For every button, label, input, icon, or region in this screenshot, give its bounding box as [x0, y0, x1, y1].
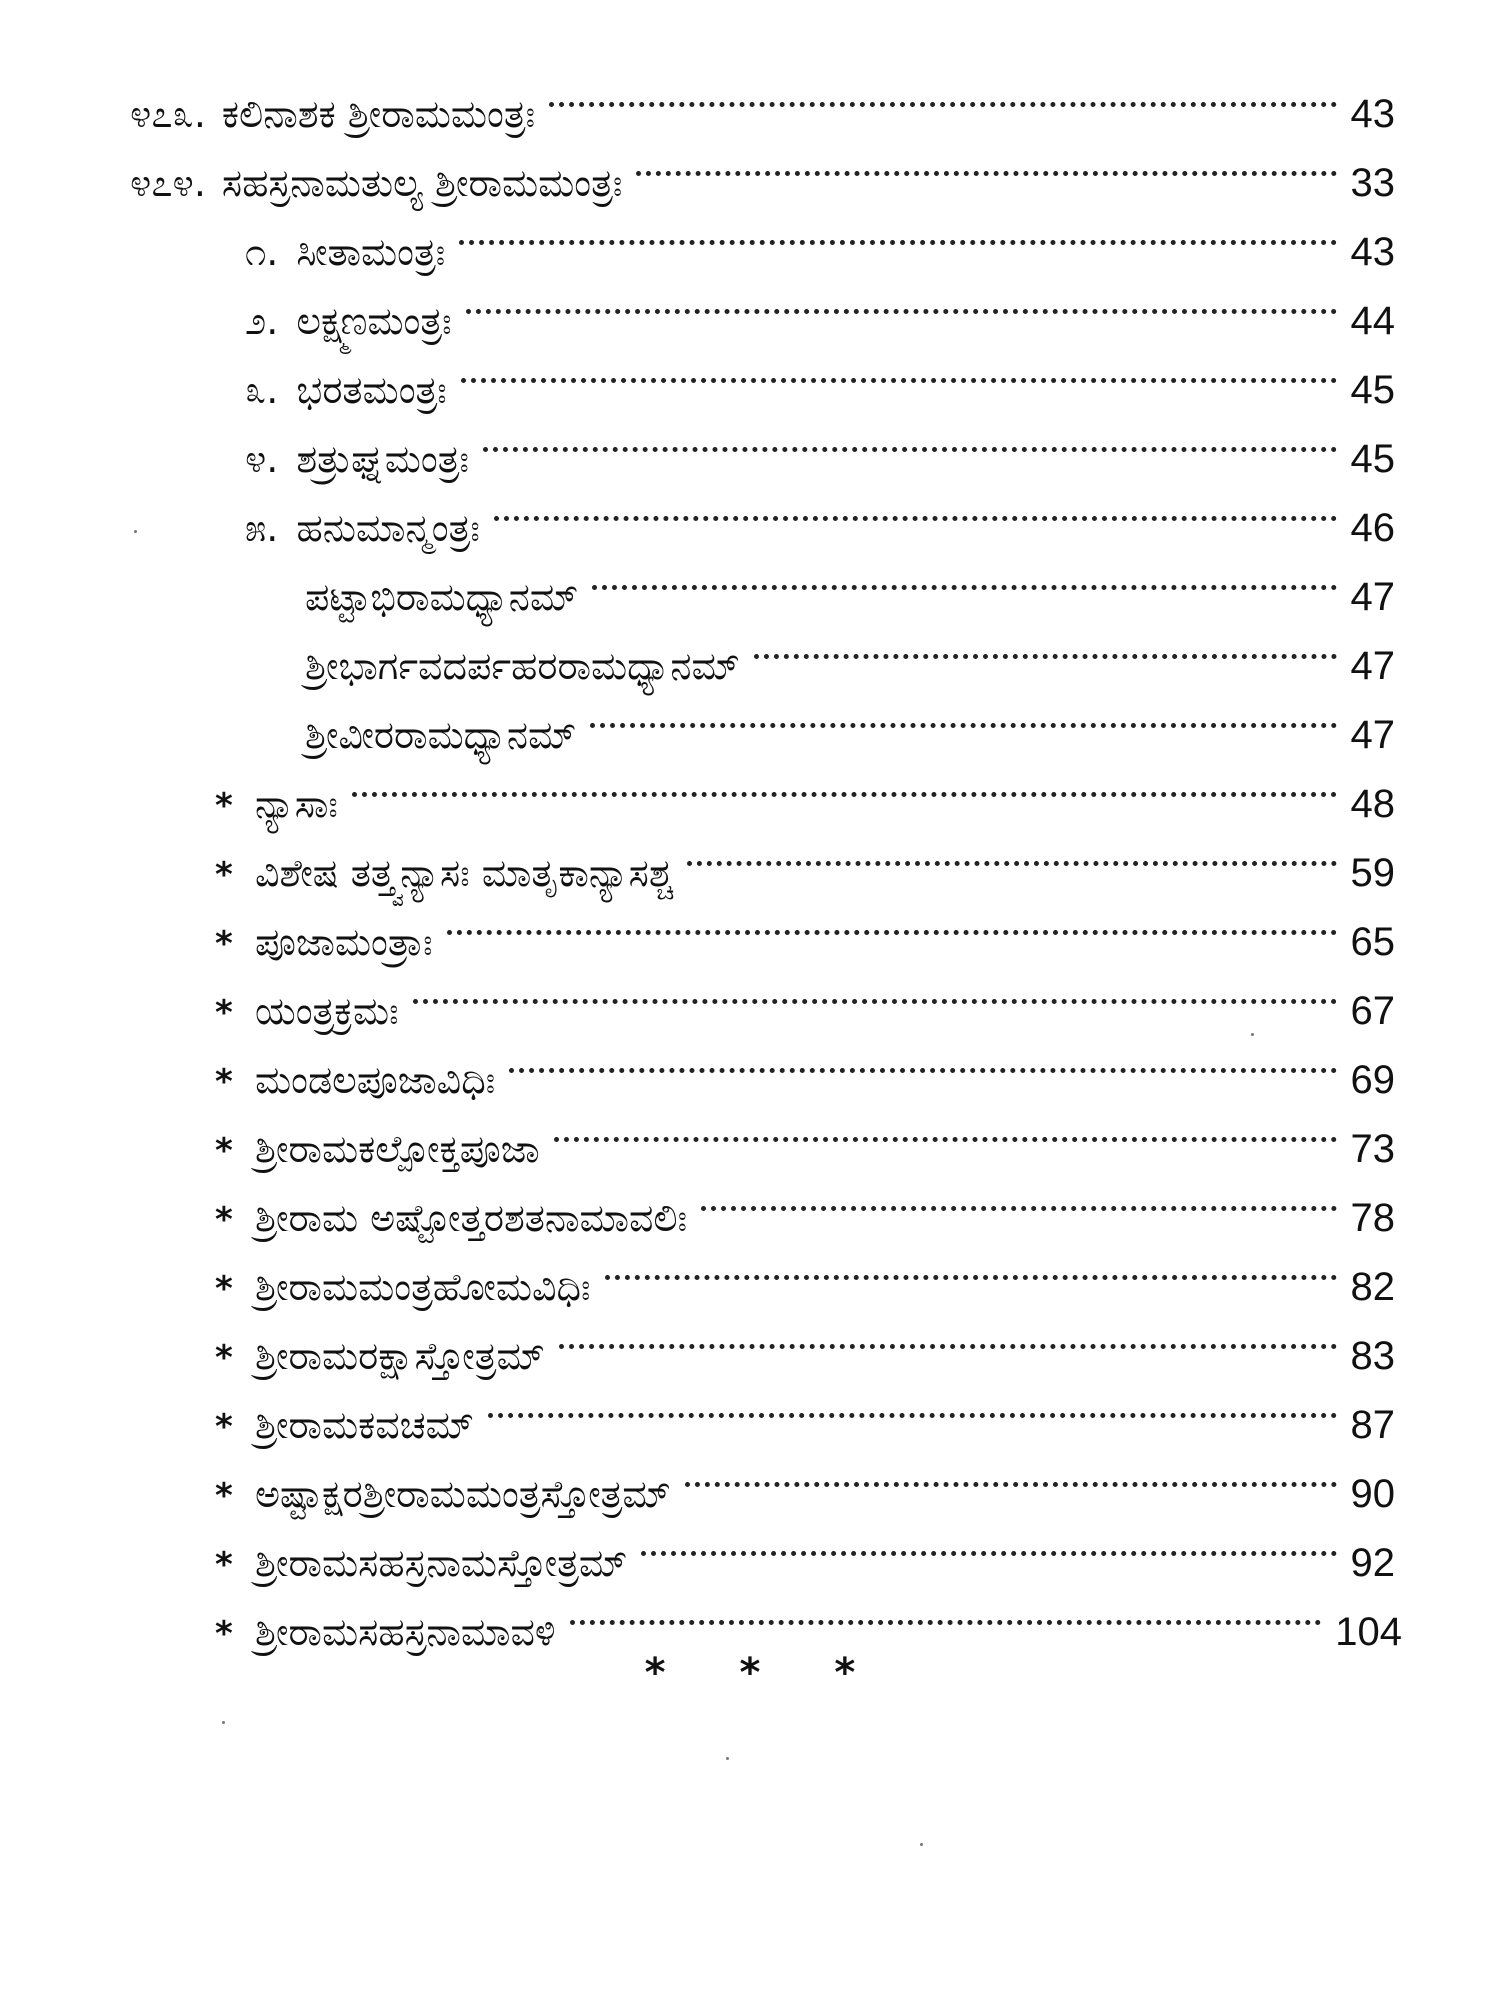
toc-entry [0, 127, 1500, 205]
dot-leader [554, 1093, 1337, 1162]
dot-leader [549, 58, 1336, 127]
entry-page-number: 78 [1350, 1196, 1395, 1240]
dot-leader [605, 1231, 1337, 1300]
dot-leader [590, 679, 1336, 748]
entry-title: ಶ್ರೀರಾಮಸಹಸ್ರನಾಮಸ್ತೋತ್ರಮ್ [255, 1541, 628, 1585]
entry-title: ಭರತಮಂತ್ರಃ [296, 368, 447, 412]
entry-page-number: 92 [1350, 1541, 1395, 1585]
entry-page-number: 47 [1350, 713, 1395, 757]
end-asterisk: * [644, 1650, 666, 1696]
toc-entry [0, 196, 1500, 274]
entry-page-number: 33 [1350, 161, 1395, 205]
asterisk-bullet: * [215, 1338, 233, 1378]
entry-page-number: 83 [1350, 1334, 1395, 1378]
dot-leader [466, 265, 1337, 334]
entry-page-number: 87 [1350, 1403, 1395, 1447]
entry-page-number: 46 [1350, 506, 1395, 550]
toc-entry [0, 1507, 1500, 1585]
toc-entry [0, 334, 1500, 412]
entry-number: ೧. [245, 230, 279, 274]
entry-title: ಶ್ರೀರಾಮಕವಚಮ್ [255, 1403, 474, 1447]
entry-number: ೨. [245, 299, 279, 343]
asterisk-bullet: * [215, 1062, 233, 1102]
entry-title: ವಿಶೇಷ ತತ್ತ್ವನ್ಯಾಸಃ ಮಾತೃಕಾನ್ಯಾಸಶ್ಚ [255, 851, 674, 895]
scan-speck [920, 1843, 923, 1846]
dot-leader [447, 886, 1337, 955]
entry-title: ಶತ್ರುಘ್ನಮಂತ್ರಃ [296, 437, 469, 481]
entry-page-number: 73 [1350, 1127, 1395, 1171]
dot-leader [352, 748, 1337, 817]
entry-page-number: 67 [1350, 989, 1395, 1033]
end-asterisk: * [834, 1650, 856, 1696]
entry-page-number: 104 [1335, 1610, 1402, 1654]
entry-title: ಸಹಸ್ರನಾಮತುಲ್ಯ ಶ್ರೀರಾಮಮಂತ್ರಃ [221, 161, 623, 205]
entry-title: ಶ್ರೀರಾಮಮಂತ್ರಹೋಮವಿಧಿಃ [255, 1265, 591, 1309]
toc-entry [0, 886, 1500, 964]
entry-page-number: 69 [1350, 1058, 1395, 1102]
table-of-contents [0, 58, 1500, 1654]
dot-leader [488, 1369, 1337, 1438]
asterisk-bullet: * [215, 993, 233, 1033]
entry-title: ಕಲಿನಾಶಕ ಶ್ರೀರಾಮಮಂತ್ರಃ [221, 92, 536, 136]
dot-leader [687, 817, 1336, 886]
asterisk-bullet: * [215, 1614, 233, 1654]
entry-title: ಶ್ರೀರಾಮಸಹಸ್ರನಾಮಾವಳಿ [255, 1610, 556, 1654]
dot-leader [685, 1438, 1337, 1507]
asterisk-bullet: * [215, 786, 233, 826]
entry-title: ಪೂಜಾಮಂತ್ರಾಃ [255, 920, 433, 964]
toc-entry [0, 1231, 1500, 1309]
toc-entry [0, 610, 1500, 688]
entry-page-number: 48 [1350, 782, 1395, 826]
asterisk-bullet: * [215, 1407, 233, 1447]
entry-page-number: 45 [1350, 437, 1395, 481]
toc-entry [0, 1576, 1500, 1654]
entry-page-number: 65 [1350, 920, 1395, 964]
asterisk-bullet: * [215, 1269, 233, 1309]
entry-page-number: 45 [1350, 368, 1395, 412]
entry-page-number: 47 [1350, 575, 1395, 619]
toc-entry [0, 955, 1500, 1033]
dot-leader [754, 610, 1337, 679]
entry-page-number: 43 [1350, 230, 1395, 274]
entry-title: ಮಂಡಲಪೂಜಾವಿಧಿಃ [255, 1058, 496, 1102]
entry-page-number: 90 [1350, 1472, 1395, 1516]
scan-speck [726, 1757, 729, 1760]
entry-number: ೩. [245, 368, 279, 412]
asterisk-bullet: * [215, 1200, 233, 1240]
toc-entry [0, 1438, 1500, 1516]
entry-title: ಶ್ರೀರಾಮ ಅಷ್ಟೋತ್ತರಶತನಾಮಾವಲಿಃ [255, 1196, 688, 1240]
toc-entry [0, 58, 1500, 136]
entry-title: ಶ್ರೀರಾಮಕಲ್ಪೋಕ್ತಪೂಜಾ [255, 1127, 540, 1171]
dot-leader [592, 541, 1336, 610]
toc-entry [0, 817, 1500, 895]
toc-entry [0, 265, 1500, 343]
entry-title: ನ್ಯಾಸಾಃ [255, 782, 338, 826]
toc-entry [0, 1300, 1500, 1378]
dot-leader [461, 334, 1337, 403]
entry-title: ಯಂತ್ರಕ್ರಮಃ [255, 989, 399, 1033]
dot-leader [413, 955, 1337, 1024]
asterisk-bullet: * [215, 855, 233, 895]
toc-entry [0, 403, 1500, 481]
entry-title: ಶ್ರೀರಾಮರಕ್ಷಾಸ್ತೋತ್ರಮ್ [255, 1334, 545, 1378]
asterisk-bullet: * [215, 1131, 233, 1171]
dot-leader [701, 1162, 1336, 1231]
entry-page-number: 59 [1350, 851, 1395, 895]
entry-page-number: 47 [1350, 644, 1395, 688]
entry-title: ಶ್ರೀವೀರರಾಮಧ್ಯಾನಮ್ [305, 713, 577, 757]
toc-entry [0, 1162, 1500, 1240]
entry-number: ೫. [245, 506, 279, 550]
entry-number: ೪೭೪. [130, 161, 206, 205]
toc-entry [0, 679, 1500, 757]
scan-speck [1251, 1033, 1254, 1036]
scan-speck [134, 530, 137, 533]
section-end-marks [0, 1650, 1500, 1696]
dot-leader [483, 403, 1337, 472]
asterisk-bullet: * [215, 1476, 233, 1516]
entry-page-number: 44 [1350, 299, 1395, 343]
toc-entry [0, 1369, 1500, 1447]
toc-entry [0, 541, 1500, 619]
entry-title: ಶ್ರೀಭಾರ್ಗವದರ್ಪಹರರಾಮಧ್ಯಾನಮ್ [305, 644, 740, 688]
entry-page-number: 43 [1350, 92, 1395, 136]
scan-speck [222, 1721, 225, 1724]
asterisk-bullet: * [215, 924, 233, 964]
entry-title: ಪಟ್ಟಾಭಿರಾಮಧ್ಯಾನಮ್ [305, 575, 579, 619]
toc-entry [0, 472, 1500, 550]
dot-leader [636, 127, 1336, 196]
entry-title: ಅಷ್ಟಾಕ್ಷರಶ್ರೀರಾಮಮಂತ್ರಸ್ತೋತ್ರಮ್ [255, 1472, 671, 1516]
dot-leader [641, 1507, 1336, 1576]
dot-leader [494, 472, 1337, 541]
entry-number: ೪. [245, 437, 279, 481]
dot-leader [570, 1576, 1322, 1645]
dot-leader [459, 196, 1336, 265]
entry-number: ೪೭೩. [130, 92, 206, 136]
entry-title: ಸೀತಾಮಂತ್ರಃ [296, 230, 446, 274]
entry-title: ಲಕ್ಷ್ಮಣಮಂತ್ರಃ [296, 299, 452, 343]
toc-entry [0, 748, 1500, 826]
dot-leader [509, 1024, 1336, 1093]
toc-entry [0, 1093, 1500, 1171]
toc-entry [0, 1024, 1500, 1102]
dot-leader [559, 1300, 1337, 1369]
entry-page-number: 82 [1350, 1265, 1395, 1309]
entry-title: ಹನುಮಾನ್ಮಂತ್ರಃ [296, 506, 480, 550]
end-asterisk: * [739, 1650, 761, 1696]
asterisk-bullet: * [215, 1545, 233, 1585]
